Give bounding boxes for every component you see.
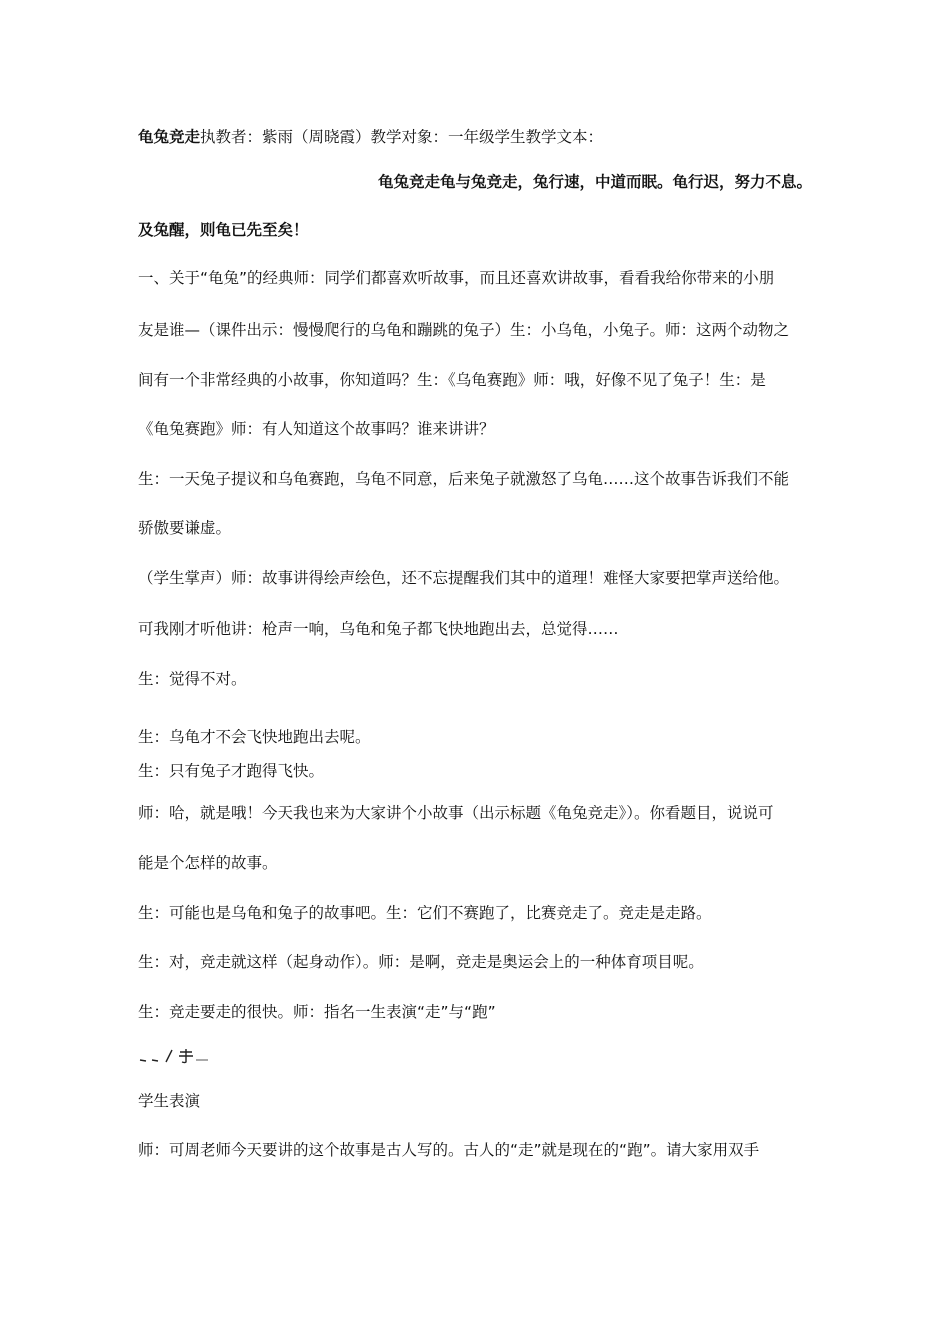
paragraph-line: 学生表演 (138, 1092, 201, 1110)
lesson-meta: 执教者：紫雨（周晓霞）教学对象：一年级学生教学文本： (200, 128, 604, 146)
paragraph-line: 《龟兔赛跑》师：有人知道这个故事吗？谁来讲讲？ (138, 420, 495, 438)
paragraph-line: 师：可周老师今天要讲的这个故事是古人写的。古人的“走”就是现在的“跑”。请大家用双手 (138, 1141, 760, 1159)
classical-text-line-1: 龟兔竞走龟与兔竞走，兔行速，中道而眠。龟行迟，努力不息。 (377, 173, 812, 191)
classical-text-line-2: 及兔醒，则龟已先至矣！ (138, 221, 309, 239)
paragraph-line: 能是个怎样的故事。 (138, 854, 278, 872)
paragraph-line: 间有一个非常经典的小故事，你知道吗？生：《乌龟赛跑》师：哦，好像不见了兔子！生：是 (138, 371, 766, 389)
lesson-title: 龟兔竞走 (138, 128, 201, 146)
paragraph-line: （学生掌声）师：故事讲得绘声绘色，还不忘提醒我们其中的道理！难怪大家要把掌声送给他。 (138, 569, 790, 587)
paragraph-line: 一、关于“龟兔”的经典师：同学们都喜欢听故事，而且还喜欢讲故事，看看我给你带来的小朋 (138, 269, 775, 287)
header-line (138, 127, 603, 147)
paragraph-line: 骄傲要谦虚。 (138, 519, 232, 537)
paragraph-line: 生：乌龟才不会飞快地跑出去呢。 (138, 728, 371, 746)
paragraph-line: 生：一天兔子提议和乌龟赛跑，乌龟不同意，后来兔子就激怒了乌龟……这个故事告诉我们不能 (138, 470, 790, 488)
paragraph-line: 师：哈，就是哦！今天我也来为大家讲个小故事（出示标题《龟兔竞走》）。你看题目，说说可 (138, 804, 774, 822)
paragraph-line: 生：竞走要走的很快。师：指名一生表演“走”与“跑” (138, 1003, 496, 1021)
paragraph-line: 生：只有兔子才跑得飞快。 (138, 762, 325, 780)
handwritten-scribble-image (138, 1046, 218, 1064)
paragraph-line: 生：对，竞走就这样（起身动作）。师：是啊，竞走是奥运会上的一种体育项目呢。 (138, 953, 704, 971)
paragraph-line: 友是谁—（课件出示：慢慢爬行的乌龟和蹦跳的兔子）生：小乌龟，小兔子。师：这两个动物之 (138, 321, 790, 339)
paragraph-line: 可我刚才听他讲：枪声一响，乌龟和兔子都飞快地跑出去，总觉得…… (138, 620, 619, 638)
paragraph-line: 生：可能也是乌龟和兔子的故事吧。生：它们不赛跑了，比赛竞走了。竞走是走路。 (138, 904, 712, 922)
paragraph-line: 生：觉得不对。 (138, 670, 247, 688)
